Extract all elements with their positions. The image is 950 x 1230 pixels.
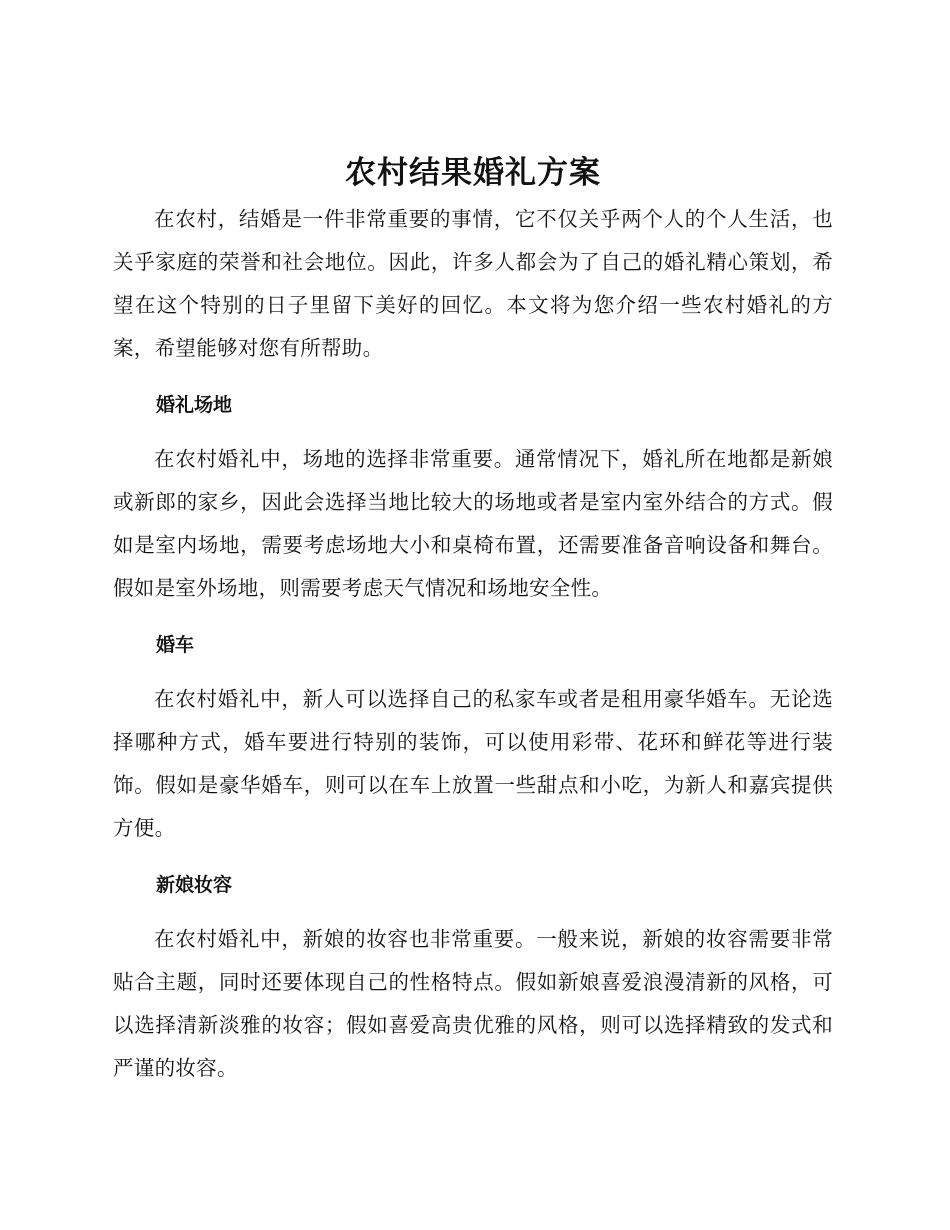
- document-title: 农村结果婚礼方案: [345, 155, 601, 191]
- intro-paragraph: 在农村，结婚是一件非常重要的事情，它不仅关乎两个人的个人生活，也关乎家庭的荣誉和社会地位。因此，许多人都会为了自己的婚礼精心策划，希望在这个特别的日子里留下美好的回忆。本文将为您介绍一些农村婚礼的方案，希望能够对您有所帮助。: [113, 207, 833, 360]
- section-heading-venue: 婚礼场地: [156, 394, 233, 416]
- section-body-bride-makeup: 在农村婚礼中，新娘的妆容也非常重要。一般来说，新娘的妆容需要非常贴合主题，同时还要体现自己的性格特点。假如新娘喜爱浪漫清新的风格，可以选择清新淡雅的妆容；假如喜爱高贵优雅的风格，则可以选择精致的发式和严谨的妆容。: [113, 927, 833, 1080]
- section-body-wedding-car: 在农村婚礼中，新人可以选择自己的私家车或者是租用豪华婚车。无论选择哪种方式，婚车要进行特别的装饰，可以使用彩带、花环和鲜花等进行装饰。假如是豪华婚车，则可以在车上放置一些甜点和小吃，为新人和嘉宾提供方便。: [113, 687, 833, 840]
- section-heading-wedding-car: 婚车: [156, 634, 195, 656]
- section-body-venue: 在农村婚礼中，场地的选择非常重要。通常情况下，婚礼所在地都是新娘或新郎的家乡，因此会选择当地比较大的场地或者是室内室外结合的方式。假如是室内场地，需要考虑场地大小和桌椅布置，还需要准备音响设备和舞台。假如是室外场地，则需要考虑天气情况和场地安全性。: [113, 447, 833, 600]
- document-content: [113, 148, 833, 1090]
- section-heading-bride-makeup: 新娘妆容: [156, 874, 233, 896]
